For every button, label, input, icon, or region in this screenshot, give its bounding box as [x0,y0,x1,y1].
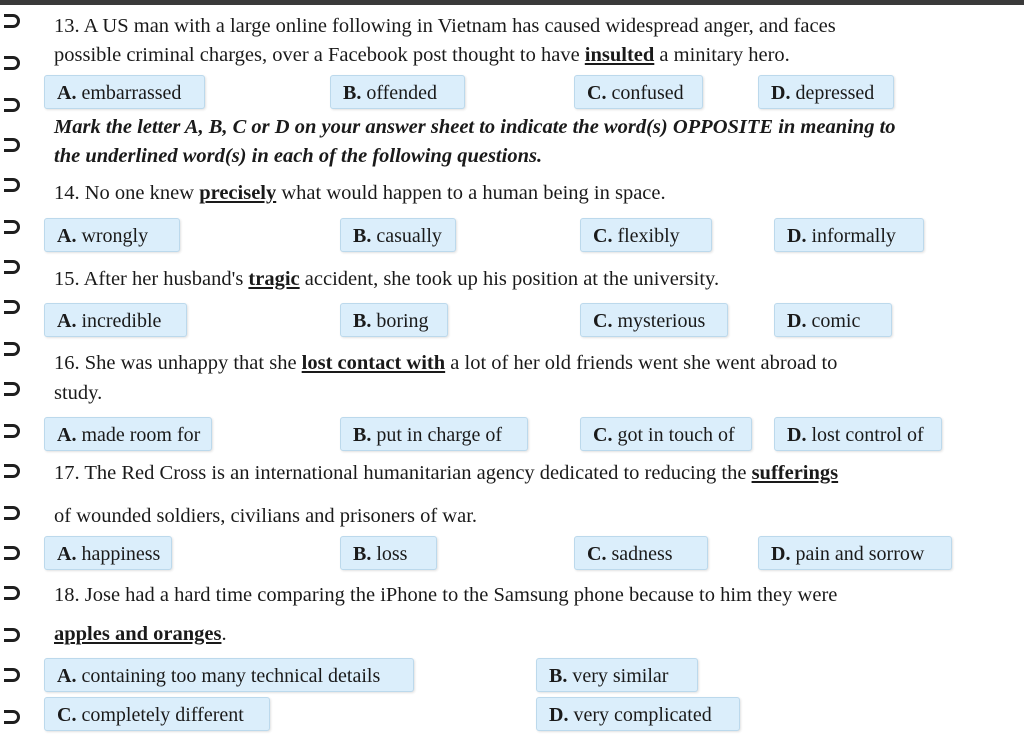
q18-option-a[interactable] [44,658,414,692]
q14-text-before: 14. No one knew [54,182,200,204]
option-letter: A. [57,424,77,446]
spiral-loop [4,424,20,438]
option-letter: C. [587,82,607,104]
q18-option-c[interactable] [44,697,270,731]
q13-option-d[interactable] [758,75,894,109]
option-letter: C. [593,310,613,332]
option-text: put in charge of [376,424,503,446]
top-edge-bar [0,0,1024,5]
q16-text-after: a lot of her old friends went she went abroad to [445,352,838,374]
spiral-loop [4,586,20,600]
q15-option-b[interactable] [340,303,448,337]
q16-option-a[interactable] [44,417,212,451]
option-letter: D. [549,704,569,726]
q15-text-before: 15. After her husband's [54,268,249,290]
q14-option-b[interactable] [340,218,456,252]
q13-text-line1: 13. A US man with a large online following in Vietnam has caused widespread anger, and faces [54,15,836,37]
option-text: depressed [795,82,875,104]
q15-keyword: tragic [248,268,300,290]
q14-text [54,181,666,205]
spiral-loop [4,220,20,234]
spiral-loop [4,260,20,274]
q15-option-d[interactable] [774,303,892,337]
option-text: got in touch of [617,424,735,446]
spiral-loop [4,506,20,520]
option-text: embarrassed [81,82,182,104]
q18-text-line1: 18. Jose had a hard time comparing the iPhone to the Samsung phone because to him they were [54,584,838,606]
option-text: made room for [81,424,201,446]
q18-option-d[interactable] [536,697,740,731]
option-letter: B. [353,225,372,247]
spiral-loop [4,710,20,724]
option-letter: C. [593,424,613,446]
q18-text-line2 [54,622,227,646]
spiral-loop [4,668,20,682]
option-text: completely different [81,704,244,726]
q18-option-b[interactable] [536,658,698,692]
option-text: wrongly [81,225,149,247]
q17-option-d[interactable] [758,536,952,570]
option-letter: B. [353,424,372,446]
option-letter: B. [549,665,568,687]
q14-option-c[interactable] [580,218,712,252]
option-letter: C. [57,704,77,726]
q16-option-b[interactable] [340,417,528,451]
q17-text-before: 17. The Red Cross is an international humanitarian agency dedicated to reducing the [54,462,752,484]
option-text: sadness [611,543,673,565]
option-text: very complicated [573,704,712,726]
spiral-loop [4,342,20,356]
q16-option-d[interactable] [774,417,942,451]
option-letter: D. [771,543,791,565]
q17-text-line2: of wounded soldiers, civilians and prisoners of war. [54,505,478,527]
spiral-loop [4,628,20,642]
spiral-loop [4,300,20,314]
q13-option-a[interactable] [44,75,205,109]
q16-text-before: 16. She was unhappy that she [54,352,302,374]
q17-option-c[interactable] [574,536,708,570]
option-letter: A. [57,665,77,687]
option-text: confused [611,82,684,104]
option-letter: B. [353,543,372,565]
option-text: flexibly [617,225,680,247]
option-letter: A. [57,82,77,104]
q14-option-d[interactable] [774,218,924,252]
option-text: lost control of [811,424,924,446]
option-text: casually [376,225,442,247]
spiral-loop [4,14,20,28]
q13-text-before: possible criminal charges, over a Facebook post thought to have [54,44,585,66]
option-text: containing too many technical details [81,665,381,687]
q15-text-after: accident, she took up his position at the university. [299,268,720,290]
option-text: happiness [81,543,161,565]
notebook-spiral-binding [0,0,30,739]
q16-text-line2: study. [54,382,103,404]
q13-option-c[interactable] [574,75,703,109]
option-letter: A. [57,225,77,247]
option-text: offended [366,82,438,104]
q14-option-a[interactable] [44,218,180,252]
spiral-loop [4,98,20,112]
spiral-loop [4,138,20,152]
q16-option-c[interactable] [580,417,752,451]
spiral-loop [4,464,20,478]
q13-option-b[interactable] [330,75,465,109]
option-text: incredible [81,310,162,332]
q13-text-after: a minitary hero. [654,44,790,66]
spiral-loop [4,178,20,192]
q17-keyword: sufferings [751,462,839,484]
option-text: comic [811,310,861,332]
q16-text-line1 [54,351,837,375]
q17-option-b[interactable] [340,536,437,570]
spiral-loop [4,546,20,560]
q18-text-after: . [221,623,227,645]
q13-keyword: insulted [584,44,655,66]
option-letter: C. [593,225,613,247]
q13-text-line2 [54,43,790,67]
option-letter: B. [343,82,362,104]
option-letter: A. [57,310,77,332]
spiral-loop [4,382,20,396]
option-letter: B. [353,310,372,332]
instruction-line1: Mark the letter A, B, C or D on your answer sheet to indicate the word(s) OPPOSITE in meaning to [54,116,896,138]
option-letter: D. [787,310,807,332]
spiral-loop [4,56,20,70]
option-text: mysterious [617,310,706,332]
option-text: boring [376,310,429,332]
q16-keyword: lost contact with [301,352,446,374]
instruction-line2: the underlined word(s) in each of the following questions. [54,145,543,167]
option-text: loss [376,543,408,565]
q14-keyword: precisely [199,182,277,204]
q18-keyword: apples and oranges [54,623,222,645]
option-letter: D. [787,225,807,247]
option-letter: D. [771,82,791,104]
q14-text-after: what would happen to a human being in space. [276,182,666,204]
q15-option-a[interactable] [44,303,187,337]
option-letter: D. [787,424,807,446]
q17-text-line1 [54,461,838,485]
option-text: very similar [572,665,669,687]
option-text: pain and sorrow [795,543,925,565]
option-letter: C. [587,543,607,565]
q17-option-a[interactable] [44,536,172,570]
option-letter: A. [57,543,77,565]
q15-option-c[interactable] [580,303,728,337]
q15-text [54,267,719,291]
option-text: informally [811,225,896,247]
